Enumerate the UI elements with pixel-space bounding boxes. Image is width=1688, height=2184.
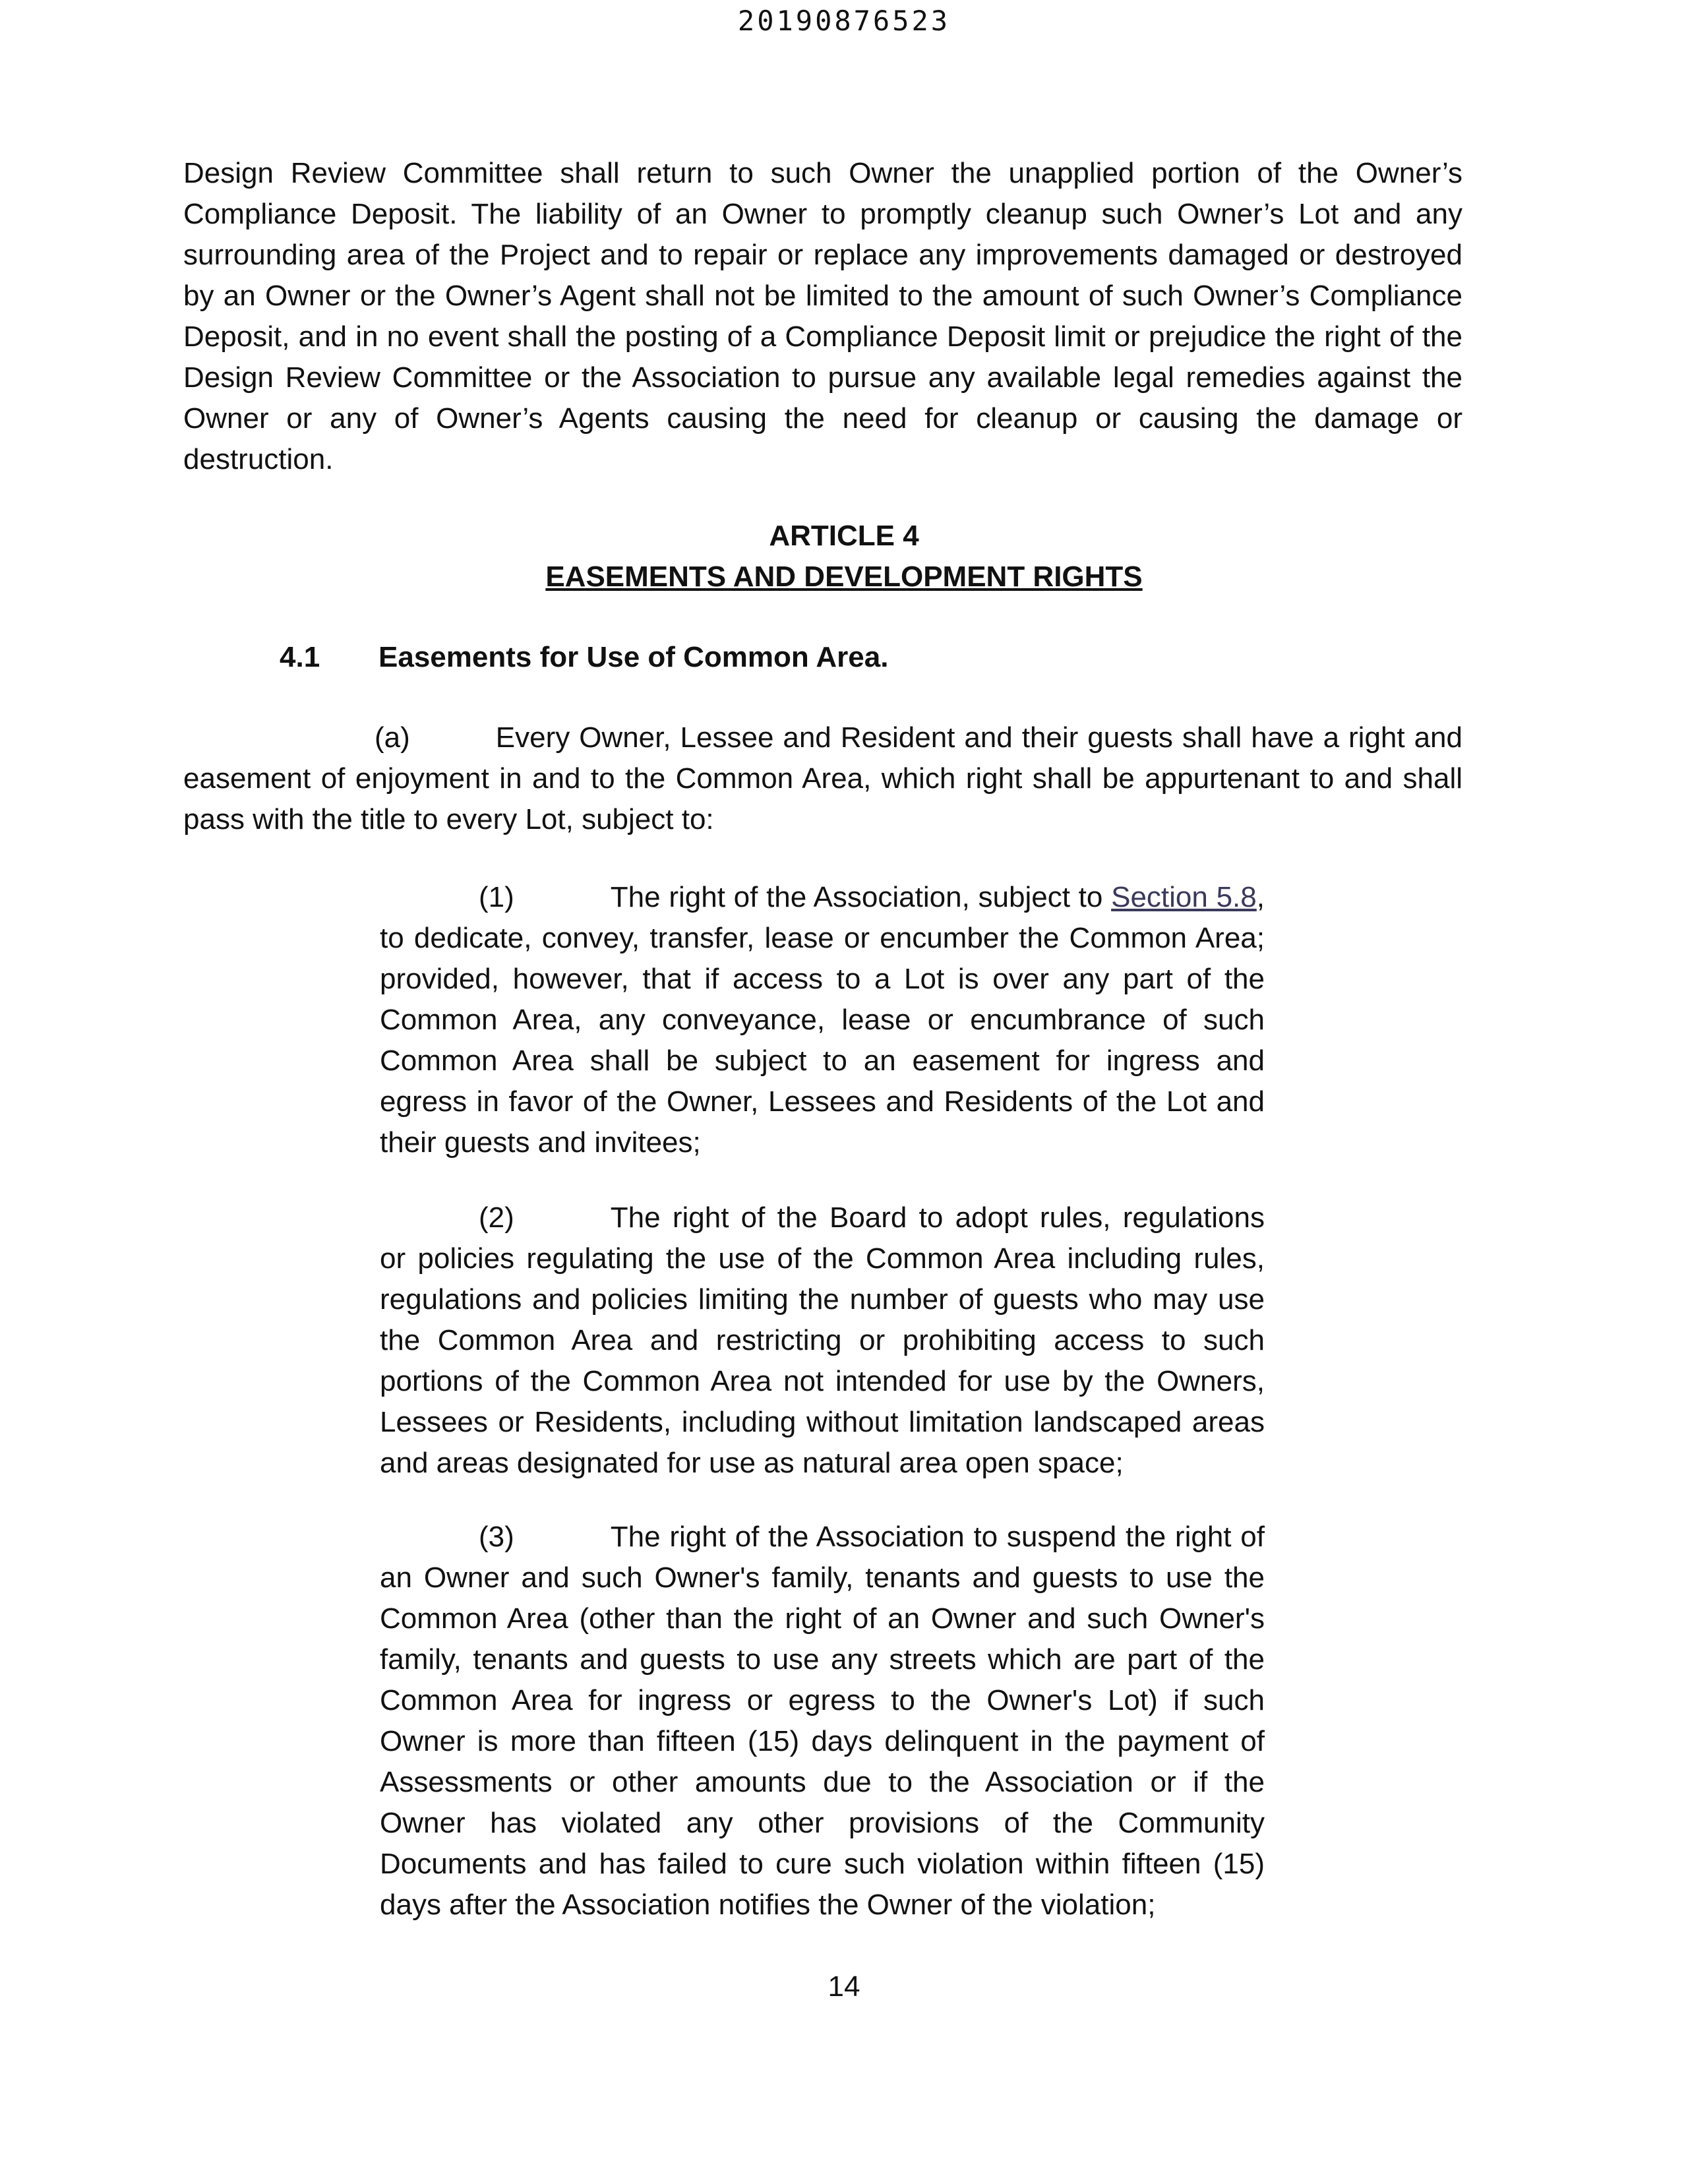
document-number: 20190876523 [737, 5, 951, 37]
article-title-text: EASEMENTS AND DEVELOPMENT RIGHTS [545, 561, 1143, 593]
list-item [380, 1198, 1265, 1484]
section-number: 4.1 [280, 641, 320, 673]
subsection-a-text: Every Owner, Lessee and Resident and their guests shall have a right and easement of enjoyment in and to the Common Area, which right shall be appurtenant to and shall pass with the title to every Lot, subject to: [183, 721, 1462, 835]
item-text-continued: , to dedicate, convey, transfer, lease or encumber the Common Area; provided, however, that if access to a Lot is over any part of the Common Area, any conveyance, lease or encumbrance of such Common Area shall be subject to an easement for ingress and egress in favor of the Owner, Lessees and Residents of the Lot and their guests and invitees; [380, 881, 1265, 1159]
item-text: The right of the Association to suspend the right of an Owner and such Owner's family, tenants and guests to use the Common Area (other than the right of an Owner and such Owner's family, tenants and guests to use any streets which are part of the Common Area for ingress or egress to the Owner's Lot) if such Owner is more than fifteen (15) days delinquent in the payment of Assessments or other amounts due to the Association or if the Owner has violated any other provisions of the Community Documents and has failed to cure such violation within fifteen (15) days after the Association notifies the Owner of the violation; [380, 1521, 1265, 1921]
item-text: The right of the Board to adopt rules, regulations or policies regulating the use of the Common Area including rules, regulations and policies limiting the number of guests who may use the Common Area and restricting or prohibiting access to such portions of the Common Area not intended for use by the Owners, Lessees or Residents, including without limitation landscaped areas and areas designated for use as natural area open space; [380, 1201, 1265, 1479]
item-text: The right of the Association, subject to [610, 881, 1112, 913]
article-number: ARTICLE 4 [769, 520, 919, 552]
section-heading [280, 637, 888, 678]
continued-paragraph: Design Review Committee shall return to such Owner the unapplied portion of the Owner’s Compliance Deposit. The liability of an Owner to promptly cleanup such Owner’s Lot and any surrounding area of the Project and to repair or replace any improvements damaged or destroyed by an Owner or the Owner’s Agent shall not be limited to the amount of such Owner’s Compliance Deposit, and in no event shall the posting of a Compliance Deposit limit or prejudice the right of the Design Review Committee or the Association to pursue any available legal remedies against the Owner or any of Owner’s Agents causing the need for cleanup or causing the damage or destruction. [183, 157, 1462, 475]
item-label: (1) [479, 881, 514, 913]
page-number: 14 [828, 1970, 860, 2003]
article-heading [0, 516, 1688, 597]
item-label: (3) [479, 1521, 514, 1553]
list-item [380, 1517, 1265, 1926]
section-reference-link[interactable]: Section 5.8 [1111, 881, 1257, 913]
article-title [0, 557, 1688, 597]
item-label: (2) [479, 1201, 514, 1234]
list-item [380, 877, 1265, 1163]
subsection-a [183, 717, 1462, 840]
subsection-a-label: (a) [375, 721, 410, 754]
section-title: Easements for Use of Common Area. [378, 641, 889, 673]
